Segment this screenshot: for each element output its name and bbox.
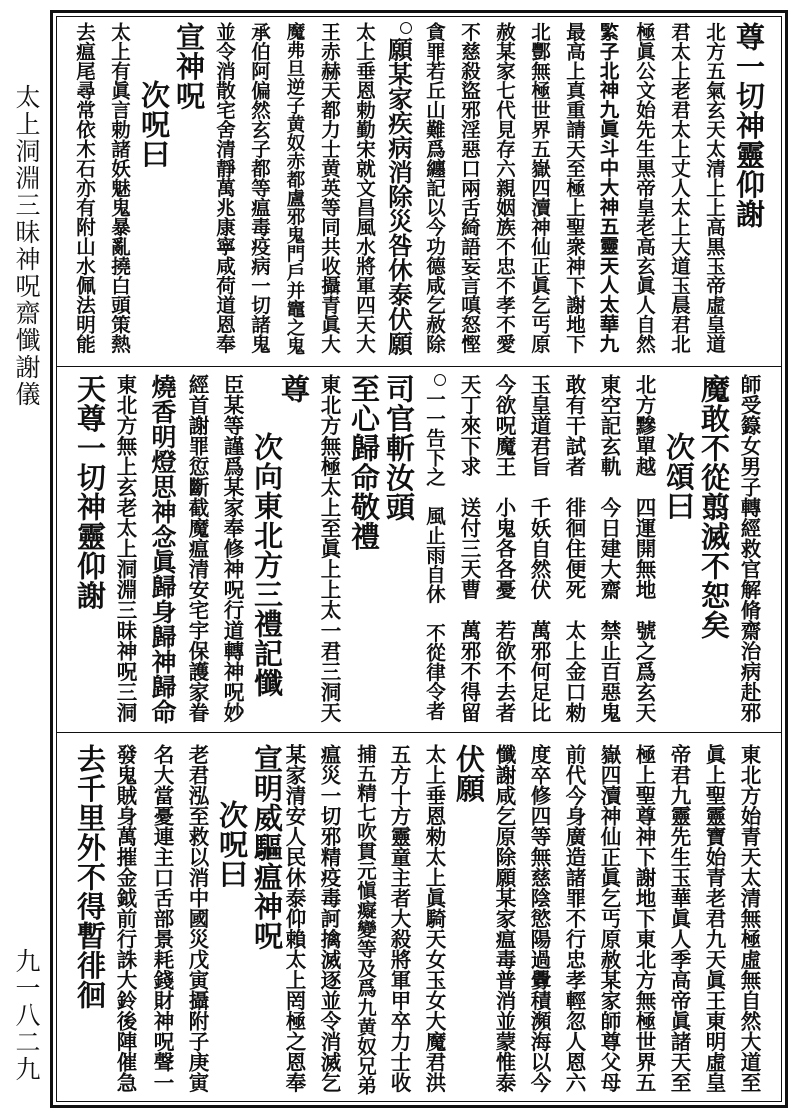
- text-column: 名大當憂連主口舌部景耗錢財神呪聲一: [150, 744, 174, 1093]
- text-column: 極眞公文始先生黒帝皇老高玄眞人自然: [633, 22, 656, 354]
- text-column: 瘟災一切邪精疫毒訶擒滅逐並令消滅乞: [317, 744, 341, 1093]
- circle-mark-icon: [400, 22, 412, 34]
- text-column: 太上有眞言勅諸妖魅鬼暴亂撓白頭策熱: [108, 22, 131, 354]
- text-column: 承伯阿偏然玄子都等瘟毒疫病一切諸鬼: [248, 22, 271, 354]
- text-column: 玉皇道君旨 千妖自然伏 萬邪何足比: [527, 374, 551, 723]
- text-column: 宣明威驅瘟神呪: [250, 744, 284, 951]
- text-column: 老君泓至救以消中國災戊寅攝附子庚寅: [185, 744, 209, 1093]
- text-column: 某家清安人民休泰仰賴太上罔極之恩奉: [282, 744, 306, 1093]
- text-column: 太上垂恩勑太上眞騎天女玉女大魔君洪: [422, 744, 446, 1093]
- page-number: 九一八二九: [12, 948, 41, 1083]
- text-column: 北酆無極世界五嶽四瀆神仙正眞乞丐原: [528, 22, 551, 354]
- circle-mark-icon: [434, 374, 446, 386]
- text-column: 北方黲單越 四運開無地 號之爲玄天: [632, 374, 656, 723]
- section-divider-2: [56, 732, 782, 733]
- text-column: 懺謝咸乞原除願某家瘟毒普消並蒙惟泰: [492, 744, 516, 1093]
- text-column: 東北方無極太上至眞上上太一君三洞天: [317, 374, 341, 723]
- text-column: 去瘟尾尋常依木石亦有附山水佩法明能: [73, 22, 96, 354]
- text-column: 赦某家七代見存六親姻族不忠不孝不愛: [493, 22, 516, 354]
- text-column: 次頌曰: [662, 432, 696, 521]
- text-column: 東空記玄軌 今日建大齋 禁止百惡鬼: [597, 374, 621, 723]
- text-column: 次呪曰: [215, 800, 249, 889]
- text-column: 司官斬汝頭: [382, 374, 416, 522]
- text-column: 太上垂恩勅勤宋就文昌風水將軍四天大: [353, 22, 376, 354]
- text-column: 經首謝罪愆斷截魔瘟清安宅宇保護家眷: [185, 374, 209, 723]
- text-column: 天丁來下求 送付三天曹 萬邪不得留: [457, 374, 481, 723]
- text-column: 尊: [277, 374, 311, 404]
- text-column: 北方五氣玄天太清上上高黒玉帝虛皇道: [703, 22, 726, 354]
- text-column: 宣神呪: [172, 22, 206, 111]
- text-column: 發鬼賊身萬摧金鉞前行誅大鈴後陣催急: [113, 744, 137, 1093]
- text-column: 天尊一切神靈仰謝: [73, 374, 107, 610]
- text-column: 願某家疾病消除災咎休泰伏願: [382, 22, 416, 356]
- text-column: 師受籙女男子轉經救官解脩齋治病赴邪: [737, 374, 761, 723]
- text-column: 貪罪若丘山難爲纏記以今功德咸乞赦除: [423, 22, 446, 354]
- text-column: 最高上真重請天至極上聖衆神下謝地下: [563, 22, 586, 354]
- text-column: 眞上聖靈寶始青老君九天眞王東明虛皇: [702, 744, 726, 1093]
- text-column: 今欲呪魔王 小鬼各各憂 若欲不去者: [492, 374, 516, 723]
- text-column: 不慈殺盜邪淫惡口兩舌綺語妄言嗔怒慳: [458, 22, 481, 354]
- text-column: 魔弗旦逆子黄奴赤都盧邪鬼門戶并竈之鬼: [284, 22, 305, 355]
- text-column: 並令消散宅舍清靜萬兆康寧咸荷道恩奉: [213, 22, 236, 354]
- text-column: 帝君九靈先生玉華眞人季高帝眞諸天至: [667, 744, 691, 1093]
- text-column: 次向東北方三禮記懺: [250, 432, 284, 698]
- text-column: 一一告下之 風止雨自休 不從律令者: [417, 374, 451, 721]
- text-column: 嶽四瀆神仙正眞乞丐原赦某家師尊父母: [597, 744, 621, 1093]
- text-column: 東北方無上玄老太上洞淵三昧神呪三洞: [113, 374, 137, 723]
- text-column: 五方十方靈童主者大殺將軍甲卒力士收: [387, 744, 411, 1093]
- text-column: 伏願: [452, 744, 486, 803]
- section-divider-1: [56, 366, 782, 367]
- text-column: 極上聖尊神下謝地下東北方無極世界五: [632, 744, 656, 1093]
- text-column: 臣某等謹爲某家奉修神呪行道轉神呪妙: [220, 374, 244, 723]
- text-column: 燒香明燈思神念眞歸身歸神歸命: [148, 374, 177, 724]
- text-column: 前代今身廣造諸罪不行忠孝輕忽人恩六: [562, 744, 586, 1093]
- text-column: 魔敢不從翦滅不恕矣: [697, 374, 731, 640]
- text-column: 𦂳子北神九眞斗中大神五靈天人太華九: [598, 22, 621, 354]
- text-column: 去千里外不得暫徘徊: [73, 744, 107, 1010]
- text-column: 度卒修四等無慈陰慾陽過釁積瀕海以今: [527, 744, 551, 1093]
- text-column: 王赤赫天都力士黄英等同共收攝青眞大: [318, 22, 341, 354]
- text-column: 敢有干試者 徘徊住便死 太上金口勑: [562, 374, 586, 723]
- text-column: 至心歸命敬禮: [347, 374, 381, 551]
- book-title-margin: 太上洞淵三昧神呪齋懺謝儀: [12, 84, 41, 408]
- text-column: 君太上老君太上丈人太上大道玉晨君北: [668, 22, 691, 354]
- text-column: 次呪曰: [137, 80, 171, 169]
- text-column: 尊一切神靈仰謝: [732, 22, 766, 229]
- text-column: 東北方始青天太清無極虛無自然大道至: [737, 744, 761, 1093]
- text-column: 捕五精七吹貫元愼癡變等及爲九黄奴兄弟: [354, 744, 377, 1095]
